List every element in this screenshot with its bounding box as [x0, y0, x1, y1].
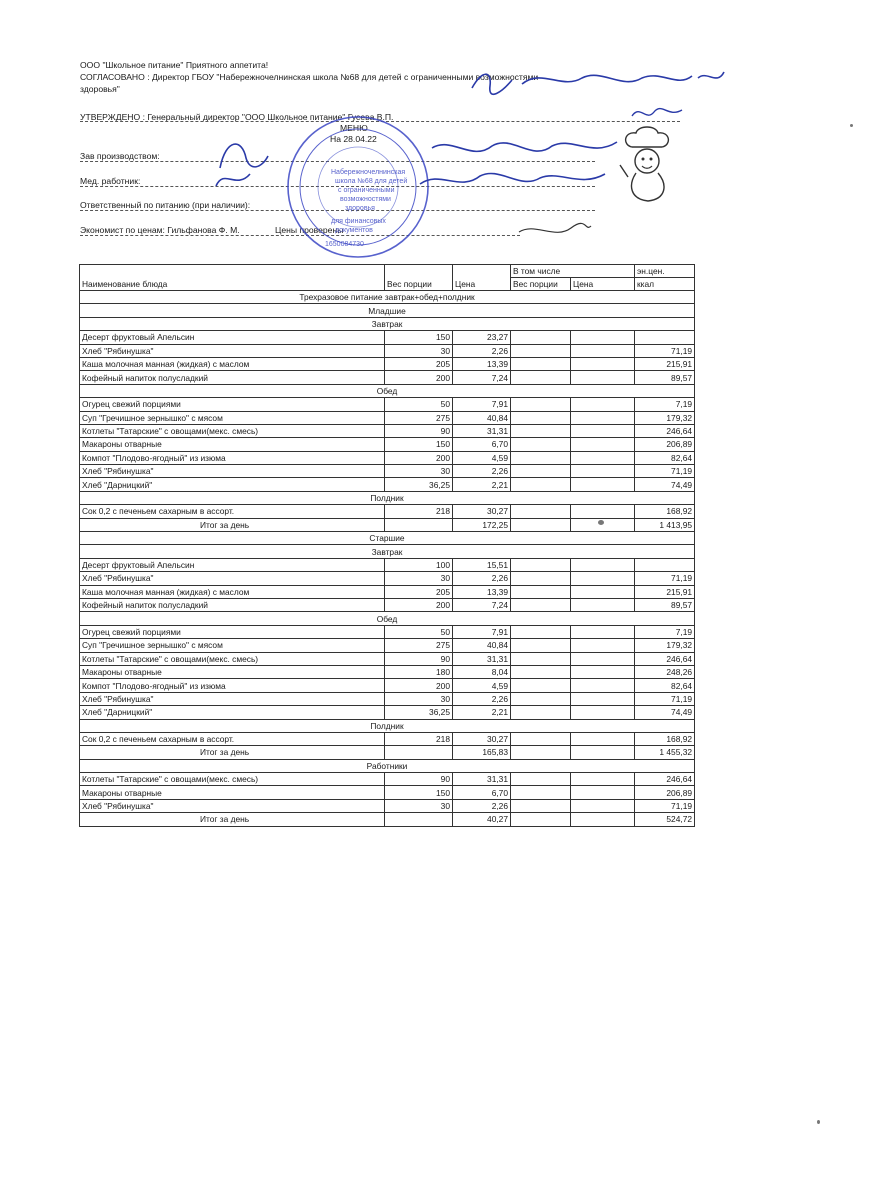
header-energy: эн.цен. [635, 265, 695, 278]
table-row [80, 424, 695, 437]
dish-name: Хлеб "Рябинушка" [80, 692, 385, 705]
table-row [80, 438, 695, 451]
agreed-line-2: здоровья" [80, 84, 120, 94]
energy-kcal: 1 455,32 [635, 746, 695, 759]
energy-kcal: 71,19 [635, 344, 695, 357]
portion-weight: 150 [385, 786, 453, 799]
section-row [80, 545, 695, 558]
approved-line: УТВЕРЖДЕНО : Генеральный директор "ООО Школьное питание" Гусева В.П. [80, 112, 394, 122]
table-row [80, 773, 695, 786]
energy-kcal: 74,49 [635, 706, 695, 719]
dish-name: Котлеты "Татарские" с овощами(мекс. смесь) [80, 773, 385, 786]
table-row [80, 639, 695, 652]
incl-price [571, 505, 635, 518]
economist-label: Экономист по ценам: Гильфанова Ф. М. [80, 225, 240, 235]
incl-weight [511, 558, 571, 571]
energy-kcal: 524,72 [635, 813, 695, 826]
portion-weight: 30 [385, 692, 453, 705]
table-row [80, 585, 695, 598]
incl-weight [511, 773, 571, 786]
energy-kcal: 246,64 [635, 424, 695, 437]
section-label: Младшие [80, 304, 695, 317]
incl-weight [511, 679, 571, 692]
energy-kcal [635, 558, 695, 571]
svg-text:для финансовых: для финансовых [331, 218, 386, 225]
svg-text:Набережночелнинская: Набережночелнинская [331, 169, 406, 176]
incl-weight [511, 505, 571, 518]
incl-weight [511, 732, 571, 745]
incl-price [571, 786, 635, 799]
energy-kcal: 248,26 [635, 665, 695, 678]
table-row [80, 598, 695, 611]
incl-price [571, 732, 635, 745]
svg-text:с ограниченными: с ограниченными [338, 187, 395, 194]
portion-weight: 36,25 [385, 478, 453, 491]
table-header-row-2 [80, 278, 695, 291]
portion-weight: 200 [385, 598, 453, 611]
dish-name: Макароны отварные [80, 786, 385, 799]
table-row [80, 451, 695, 464]
incl-price [571, 398, 635, 411]
incl-weight [511, 598, 571, 611]
portion-weight: 90 [385, 652, 453, 665]
section-row [80, 719, 695, 732]
section-label: Обед [80, 384, 695, 397]
svg-text:1650084730: 1650084730 [325, 241, 364, 248]
svg-text:школа №68 для детей: школа №68 для детей [335, 178, 408, 185]
energy-kcal: 82,64 [635, 451, 695, 464]
price: 7,91 [453, 398, 511, 411]
section-label: Работники [80, 759, 695, 772]
incl-weight [511, 398, 571, 411]
price: 15,51 [453, 558, 511, 571]
incl-weight [511, 357, 571, 370]
energy-kcal: 246,64 [635, 773, 695, 786]
incl-weight [511, 665, 571, 678]
portion-weight: 100 [385, 558, 453, 571]
incl-weight [511, 799, 571, 812]
price: 40,84 [453, 639, 511, 652]
incl-weight [511, 371, 571, 384]
portion-weight: 50 [385, 398, 453, 411]
section-label: Обед [80, 612, 695, 625]
price: 30,27 [453, 505, 511, 518]
section-row [80, 304, 695, 317]
medic-label: Мед. работник: [80, 176, 141, 186]
incl-weight [511, 424, 571, 437]
incl-weight [511, 746, 571, 759]
portion-weight: 200 [385, 371, 453, 384]
section-row [80, 291, 695, 304]
price: 6,70 [453, 438, 511, 451]
price: 31,31 [453, 424, 511, 437]
chef-icon [618, 125, 678, 205]
incl-weight [511, 438, 571, 451]
header-price-top [453, 265, 511, 278]
dish-name: Компот "Плодово-ягодный" из изюма [80, 679, 385, 692]
incl-price [571, 679, 635, 692]
energy-kcal: 7,19 [635, 398, 695, 411]
section-label: Трехразовое питание завтрак+обед+полдник [80, 291, 695, 304]
incl-weight [511, 411, 571, 424]
price: 2,21 [453, 478, 511, 491]
table-row [80, 344, 695, 357]
dish-name: Кофейный напиток полусладкий [80, 371, 385, 384]
table-row [80, 786, 695, 799]
incl-price [571, 478, 635, 491]
economist-signature [515, 218, 595, 244]
section-label: Завтрак [80, 545, 695, 558]
price: 31,31 [453, 652, 511, 665]
incl-weight [511, 344, 571, 357]
portion-weight: 30 [385, 572, 453, 585]
incl-weight [511, 706, 571, 719]
portion-weight: 30 [385, 344, 453, 357]
price: 31,31 [453, 773, 511, 786]
header-name: Наименование блюда [80, 278, 385, 291]
energy-kcal: 1 413,95 [635, 518, 695, 531]
responsible-label: Ответственный по питанию (при наличии): [80, 200, 251, 210]
dish-name: Хлеб "Дарницкий" [80, 706, 385, 719]
dish-name: Каша молочная манная (жидкая) с маслом [80, 585, 385, 598]
energy-kcal: 168,92 [635, 732, 695, 745]
table-row [80, 692, 695, 705]
svg-text:возможностями: возможностями [340, 196, 391, 203]
section-row [80, 317, 695, 330]
portion-weight: 50 [385, 625, 453, 638]
incl-price [571, 572, 635, 585]
incl-price [571, 652, 635, 665]
section-row [80, 759, 695, 772]
portion-weight: 150 [385, 438, 453, 451]
incl-weight [511, 478, 571, 491]
dish-name: Хлеб "Рябинушка" [80, 572, 385, 585]
production-label: Зав производством: [80, 151, 160, 161]
section-row [80, 384, 695, 397]
portion-weight: 275 [385, 411, 453, 424]
energy-kcal: 71,19 [635, 692, 695, 705]
incl-price [571, 371, 635, 384]
incl-weight [511, 692, 571, 705]
dish-name: Суп "Гречишное зернышко" с мясом [80, 639, 385, 652]
portion-weight: 150 [385, 331, 453, 344]
section-label: Полдник [80, 491, 695, 504]
dish-name: Хлеб "Рябинушка" [80, 465, 385, 478]
energy-kcal: 206,89 [635, 438, 695, 451]
section-label: Старшие [80, 532, 695, 545]
portion-weight: 180 [385, 665, 453, 678]
incl-weight [511, 585, 571, 598]
energy-kcal: 179,32 [635, 639, 695, 652]
menu-date: На 28.04.22 [330, 134, 377, 144]
header-price: Цена [453, 278, 511, 291]
table-row [80, 572, 695, 585]
portion-weight: 218 [385, 505, 453, 518]
incl-price [571, 665, 635, 678]
org-line: ООО "Школьное питание" Приятного аппетита! [80, 60, 269, 70]
price: 7,24 [453, 598, 511, 611]
dish-name: Десерт фруктовый Апельсин [80, 331, 385, 344]
header-incl-price: Цена [571, 278, 635, 291]
price: 7,24 [453, 371, 511, 384]
scan-speck [598, 520, 604, 525]
dish-name: Макароны отварные [80, 665, 385, 678]
dish-name: Каша молочная манная (жидкая) с маслом [80, 357, 385, 370]
price: 6,70 [453, 786, 511, 799]
scan-speck [817, 1120, 820, 1124]
energy-kcal: 168,92 [635, 505, 695, 518]
dish-name: Хлеб "Рябинушка" [80, 344, 385, 357]
portion-weight: 205 [385, 585, 453, 598]
table-row [80, 398, 695, 411]
dish-name: Итог за день [80, 813, 385, 826]
portion-weight [385, 746, 453, 759]
price: 30,27 [453, 732, 511, 745]
portion-weight: 30 [385, 799, 453, 812]
energy-kcal: 246,64 [635, 652, 695, 665]
approved-signature [628, 100, 688, 126]
energy-kcal: 89,57 [635, 598, 695, 611]
dish-name: Котлеты "Татарские" с овощами(мекс. смесь) [80, 424, 385, 437]
table-row [80, 465, 695, 478]
dish-name: Десерт фруктовый Апельсин [80, 558, 385, 571]
energy-kcal: 71,19 [635, 799, 695, 812]
price: 172,25 [453, 518, 511, 531]
dish-name: Кофейный напиток полусладкий [80, 598, 385, 611]
portion-weight: 200 [385, 451, 453, 464]
incl-weight [511, 786, 571, 799]
energy-kcal: 71,19 [635, 465, 695, 478]
table-row [80, 665, 695, 678]
menu-title: МЕНЮ [340, 123, 368, 133]
price: 13,39 [453, 357, 511, 370]
incl-price [571, 625, 635, 638]
incl-weight [511, 572, 571, 585]
dish-name: Сок 0,2 с печеньем сахарным в ассорт. [80, 505, 385, 518]
table-row [80, 331, 695, 344]
menu-table [79, 264, 695, 827]
header-incl: В том числе [511, 265, 635, 278]
table-header-row-1 [80, 265, 695, 278]
total-row [80, 813, 695, 826]
incl-price [571, 598, 635, 611]
header-incl-weight: Вес порции [511, 278, 571, 291]
total-row [80, 746, 695, 759]
header-weight-top [385, 265, 453, 278]
dish-name: Компот "Плодово-ягодный" из изюма [80, 451, 385, 464]
price: 23,27 [453, 331, 511, 344]
incl-price [571, 746, 635, 759]
dish-name: Сок 0,2 с печеньем сахарным в ассорт. [80, 732, 385, 745]
incl-price [571, 451, 635, 464]
portion-weight: 205 [385, 357, 453, 370]
dish-name: Котлеты "Татарские" с овощами(мекс. смесь) [80, 652, 385, 665]
incl-price [571, 465, 635, 478]
incl-weight [511, 451, 571, 464]
price: 8,04 [453, 665, 511, 678]
table-row [80, 706, 695, 719]
table-row [80, 411, 695, 424]
header-weight: Вес порции [385, 278, 453, 291]
energy-kcal: 215,91 [635, 585, 695, 598]
dish-name: Хлеб "Дарницкий" [80, 478, 385, 491]
medic-signature [210, 160, 630, 200]
section-row [80, 491, 695, 504]
section-label: Полдник [80, 719, 695, 732]
portion-weight [385, 813, 453, 826]
incl-price [571, 639, 635, 652]
svg-text:документов: документов [335, 227, 373, 234]
price: 40,84 [453, 411, 511, 424]
energy-kcal: 89,57 [635, 371, 695, 384]
incl-price [571, 585, 635, 598]
table-row [80, 679, 695, 692]
price: 40,27 [453, 813, 511, 826]
price: 7,91 [453, 625, 511, 638]
dish-name: Макароны отварные [80, 438, 385, 451]
incl-price [571, 692, 635, 705]
incl-price [571, 438, 635, 451]
table-row [80, 625, 695, 638]
portion-weight: 30 [385, 465, 453, 478]
dish-name: Огурец свежий порциями [80, 398, 385, 411]
energy-kcal: 7,19 [635, 625, 695, 638]
incl-weight [511, 652, 571, 665]
dish-name: Итог за день [80, 518, 385, 531]
price: 165,83 [453, 746, 511, 759]
table-row [80, 478, 695, 491]
incl-weight [511, 465, 571, 478]
section-label: Завтрак [80, 317, 695, 330]
energy-kcal: 206,89 [635, 786, 695, 799]
dish-name: Итог за день [80, 746, 385, 759]
price: 13,39 [453, 585, 511, 598]
prices-checked: Цены проверены [275, 225, 344, 235]
incl-price [571, 344, 635, 357]
energy-kcal: 215,91 [635, 357, 695, 370]
table-row [80, 371, 695, 384]
incl-price [571, 813, 635, 826]
dish-name: Суп "Гречишное зернышко" с мясом [80, 411, 385, 424]
director-signature [462, 60, 732, 100]
price: 2,26 [453, 692, 511, 705]
incl-weight [511, 625, 571, 638]
portion-weight: 90 [385, 424, 453, 437]
price: 4,59 [453, 679, 511, 692]
portion-weight: 275 [385, 639, 453, 652]
table-row [80, 799, 695, 812]
incl-price [571, 706, 635, 719]
incl-weight [511, 813, 571, 826]
incl-weight [511, 331, 571, 344]
incl-price [571, 411, 635, 424]
section-row [80, 612, 695, 625]
svg-text:здоровья: здоровья [345, 205, 375, 212]
incl-price [571, 773, 635, 786]
header-name-top [80, 265, 385, 278]
energy-kcal: 179,32 [635, 411, 695, 424]
incl-price [571, 357, 635, 370]
portion-weight: 200 [385, 679, 453, 692]
price: 2,21 [453, 706, 511, 719]
incl-weight [511, 518, 571, 531]
dish-name: Хлеб "Рябинушка" [80, 799, 385, 812]
portion-weight [385, 518, 453, 531]
portion-weight: 90 [385, 773, 453, 786]
table-row [80, 732, 695, 745]
table-row [80, 558, 695, 571]
header-energy-unit: ккал [635, 278, 695, 291]
portion-weight: 36,25 [385, 706, 453, 719]
incl-price [571, 799, 635, 812]
price: 2,26 [453, 572, 511, 585]
incl-price [571, 558, 635, 571]
price: 4,59 [453, 451, 511, 464]
section-row [80, 532, 695, 545]
table-row [80, 357, 695, 370]
scan-speck [850, 124, 853, 127]
portion-weight: 218 [385, 732, 453, 745]
dish-name: Огурец свежий порциями [80, 625, 385, 638]
incl-weight [511, 639, 571, 652]
table-row [80, 652, 695, 665]
energy-kcal: 82,64 [635, 679, 695, 692]
energy-kcal: 71,19 [635, 572, 695, 585]
price: 2,26 [453, 465, 511, 478]
table-row [80, 505, 695, 518]
agreed-line: СОГЛАСОВАНО : Директор ГБОУ "Набережночелнинская школа №68 для детей с ограниченными возможностями [80, 72, 539, 82]
price: 2,26 [453, 799, 511, 812]
energy-kcal [635, 331, 695, 344]
energy-kcal: 74,49 [635, 478, 695, 491]
price: 2,26 [453, 344, 511, 357]
incl-price [571, 331, 635, 344]
incl-price [571, 424, 635, 437]
